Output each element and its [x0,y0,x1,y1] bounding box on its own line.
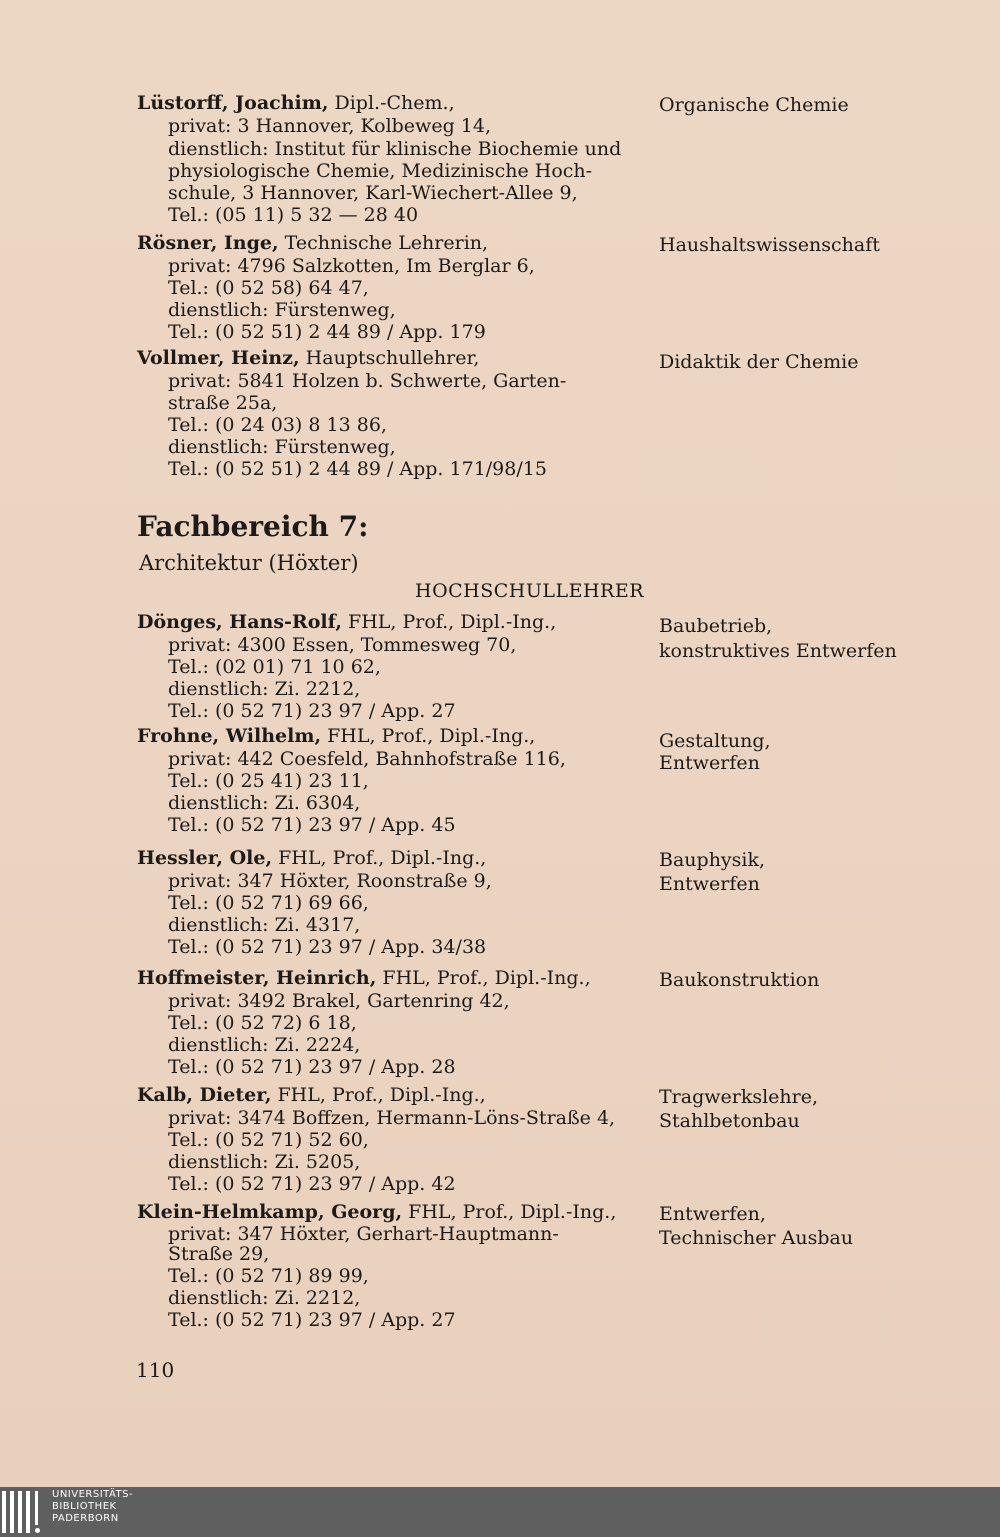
entry-detail: Tel.: (05 11) 5 32 — 28 40 [168,204,419,226]
entry-detail: Tel.: (0 52 71) 69 66, [168,892,369,914]
entry-detail: Tel.: (0 52 71) 52 60, [168,1129,369,1151]
entry-subject: Entwerfen [659,873,760,895]
entry-name: Lüstorff, Joachim, [137,92,329,114]
entry-name: Frohne, Wilhelm, [137,725,322,747]
entry-subject: Didaktik der Chemie [659,351,859,373]
entry-title: FHL, Prof., Dipl.-Ing., [376,967,591,989]
entry-detail: Tel.: (0 52 51) 2 44 89 / App. 171/98/15 [168,458,547,480]
entry-name: Vollmer, Heinz, [137,347,300,369]
entry-name: Kalb, Dieter, [137,1084,272,1106]
entry-subject: Baukonstruktion [659,969,820,991]
entry-name-line [137,347,479,369]
entry-name-line [137,967,591,989]
library-name-line: UNIVERSITÄTS- [52,1489,134,1500]
entry-subject: Tragwerkslehre, [659,1086,819,1108]
entry-name: Klein-Helmkamp, Georg, [137,1201,403,1223]
entry-detail: dienstlich: Zi. 2224, [168,1034,361,1056]
entry-subject: Stahlbetonbau [659,1110,800,1132]
entry-detail: Tel.: (0 52 71) 23 97 / App. 28 [168,1056,456,1078]
entry-subject: Organische Chemie [659,94,849,116]
entry-detail: straße 25a, [168,392,278,414]
entry-subject: konstruktives Entwerfen [659,640,897,662]
entry-detail: Straße 29, [168,1243,270,1265]
entry-name: Rösner, Inge, [137,232,279,254]
entry-subject: Haushaltswissenschaft [659,234,880,256]
entry-subject: Entwerfen [659,752,760,774]
entry-detail: Tel.: (0 52 51) 2 44 89 / App. 179 [168,321,486,343]
entry-detail: dienstlich: Zi. 5205, [168,1151,361,1173]
entry-detail: Tel.: (0 52 71) 23 97 / App. 42 [168,1173,456,1195]
entry-detail: privat: 442 Coesfeld, Bahnhofstraße 116, [168,748,566,770]
entry-subject: Gestaltung, [659,730,771,752]
entry-detail: Tel.: (0 52 71) 23 97 / App. 45 [168,814,456,836]
section-subtitle: Architektur (Höxter) [139,551,359,575]
entry-detail: privat: 4796 Salzkotten, Im Berglar 6, [168,255,535,277]
entry-title: FHL, Prof., Dipl.-Ing., [272,847,487,869]
entry-title: Technische Lehrerin, [278,232,489,254]
entry-detail: privat: 3 Hannover, Kolbeweg 14, [168,115,491,137]
entry-detail: dienstlich: Fürstenweg, [168,436,396,458]
entry-name-line [137,232,488,254]
entry-detail: Tel.: (0 52 71) 23 97 / App. 27 [168,700,456,722]
entry-detail: Tel.: (0 52 58) 64 47, [168,277,369,299]
entry-title: FHL, Prof., Dipl.-Ing., [321,725,536,747]
entry-name-line [137,1084,486,1106]
entry-name-line [137,92,455,114]
entry-subject: Entwerfen, [659,1203,766,1225]
entry-detail: dienstlich: Zi. 2212, [168,1287,361,1309]
entry-title: Hauptschullehrer, [299,347,480,369]
entry-detail: physiologische Chemie, Medizinische Hoch- [168,160,593,182]
entry-detail: privat: 347 Höxter, Gerhart-Hauptmann- [168,1223,559,1245]
entry-detail: privat: 347 Höxter, Roonstraße 9, [168,870,492,892]
entry-name: Hoffmeister, Heinrich, [137,967,377,989]
library-name [52,1489,133,1525]
group-heading: HOCHSCHULLEHRER [415,580,645,602]
entry-detail: dienstlich: Zi. 4317, [168,914,361,936]
entry-detail: dienstlich: Fürstenweg, [168,299,396,321]
entry-detail: Tel.: (0 52 71) 89 99, [168,1265,369,1287]
entry-title: Dipl.-Chem., [328,92,455,114]
entry-detail: schule, 3 Hannover, Karl-Wiechert-Allee 9, [168,182,578,204]
entry-subject: Baubetrieb, [659,615,773,637]
entry-detail: privat: 4300 Essen, Tommesweg 70, [168,634,517,656]
entry-title: FHL, Prof., Dipl.-Ing., [402,1201,617,1223]
entry-subject: Bauphysik, [659,849,766,871]
entry-detail: dienstlich: Zi. 6304, [168,792,361,814]
entry-detail: privat: 3474 Boffzen, Hermann-Löns-Straße 4, [168,1107,616,1129]
entry-detail: Tel.: (0 52 71) 23 97 / App. 34/38 [168,936,487,958]
library-name-line: BIBLIOTHEK [52,1501,117,1512]
entry-detail: privat: 3492 Brakel, Gartenring 42, [168,990,510,1012]
entry-name-line [137,611,556,633]
entry-title: FHL, Prof., Dipl.-Ing., [341,611,557,633]
entry-subject: Technischer Ausbau [659,1227,854,1249]
entry-detail: dienstlich: Zi. 2212, [168,678,361,700]
entry-name-line [137,847,486,869]
entry-detail: dienstlich: Institut für klinische Biochemie und [168,138,622,160]
entry-name: Hessler, Ole, [137,847,273,869]
entry-detail: privat: 5841 Holzen b. Schwerte, Garten- [168,370,567,392]
entry-detail: Tel.: (0 52 71) 23 97 / App. 27 [168,1309,456,1331]
entry-name-line [137,1201,616,1223]
entry-detail: Tel.: (0 24 03) 8 13 86, [168,414,387,436]
library-name-line: PADERBORN [52,1513,119,1524]
page-number: 110 [136,1358,175,1382]
entry-detail: Tel.: (0 25 41) 23 11, [168,770,369,792]
section-title: Fachbereich 7: [137,510,369,543]
entry-detail: Tel.: (02 01) 71 10 62, [168,656,381,678]
entry-title: FHL, Prof., Dipl.-Ing., [271,1084,486,1106]
library-footer-bar [0,1487,1000,1537]
entry-name: Dönges, Hans-Rolf, [137,611,342,633]
entry-name-line [137,725,535,747]
entry-detail: Tel.: (0 52 72) 6 18, [168,1012,357,1034]
